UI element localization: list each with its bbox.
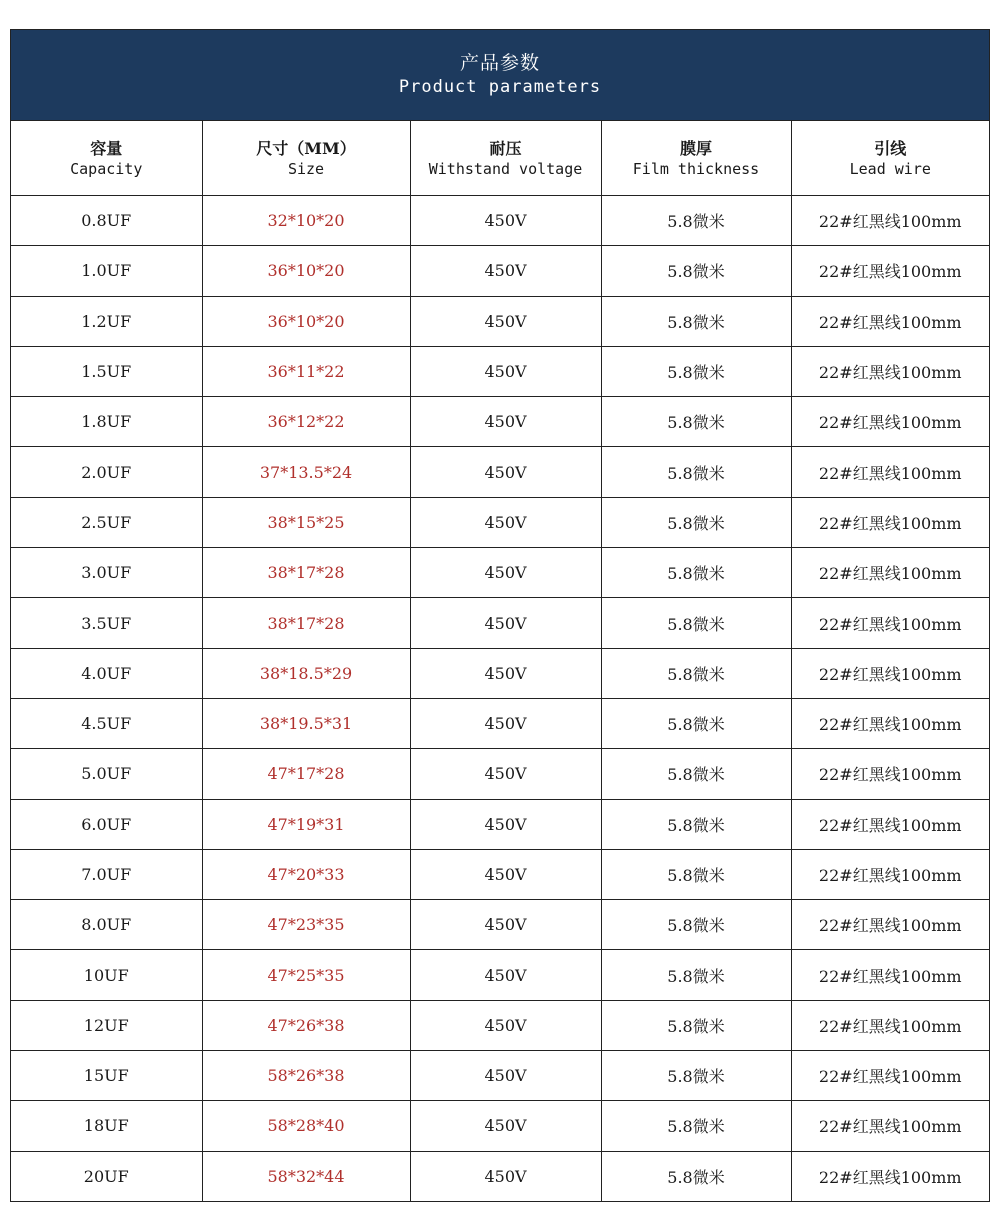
header-lead-wire bbox=[791, 121, 989, 196]
table-row bbox=[11, 548, 989, 598]
cell-capacity: 8.0UF bbox=[11, 900, 202, 950]
cell-size: 47*26*38 bbox=[202, 1000, 410, 1050]
header-voltage-en: Withstand voltage bbox=[428, 159, 583, 178]
cell-voltage: 450V bbox=[410, 950, 601, 1000]
cell-thickness: 5.8微米 bbox=[601, 548, 791, 598]
cell-size: 38*17*28 bbox=[202, 548, 410, 598]
table-row bbox=[11, 447, 989, 497]
header-thickness bbox=[601, 121, 791, 196]
cell-size: 38*17*28 bbox=[202, 598, 410, 648]
cell-capacity: 3.0UF bbox=[11, 548, 202, 598]
table-row bbox=[11, 246, 989, 296]
title-chinese: 产品参数 bbox=[459, 52, 540, 74]
cell-thickness: 5.8微米 bbox=[601, 1051, 791, 1101]
cell-capacity: 7.0UF bbox=[11, 849, 202, 899]
cell-capacity: 2.5UF bbox=[11, 497, 202, 547]
cell-capacity: 0.8UF bbox=[11, 196, 202, 246]
cell-capacity: 12UF bbox=[11, 1000, 202, 1050]
cell-voltage: 450V bbox=[410, 698, 601, 748]
header-capacity-zh: 容量 bbox=[90, 138, 123, 158]
cell-capacity: 2.0UF bbox=[11, 447, 202, 497]
table-row bbox=[11, 698, 989, 748]
header-thickness-zh: 膜厚 bbox=[679, 138, 712, 158]
cell-size: 36*12*22 bbox=[202, 397, 410, 447]
table-row bbox=[11, 749, 989, 799]
cell-voltage: 450V bbox=[410, 397, 601, 447]
cell-size: 47*17*28 bbox=[202, 749, 410, 799]
table-row bbox=[11, 598, 989, 648]
cell-size: 36*10*20 bbox=[202, 246, 410, 296]
cell-capacity: 4.5UF bbox=[11, 698, 202, 748]
cell-lead-wire: 22#红黑线100mm bbox=[791, 196, 989, 246]
cell-voltage: 450V bbox=[410, 196, 601, 246]
table-row bbox=[11, 296, 989, 346]
cell-lead-wire: 22#红黑线100mm bbox=[791, 799, 989, 849]
cell-thickness: 5.8微米 bbox=[601, 246, 791, 296]
cell-size: 47*23*35 bbox=[202, 900, 410, 950]
cell-lead-wire: 22#红黑线100mm bbox=[791, 900, 989, 950]
header-lead-wire-en: Lead wire bbox=[849, 159, 931, 178]
cell-lead-wire: 22#红黑线100mm bbox=[791, 749, 989, 799]
cell-capacity: 5.0UF bbox=[11, 749, 202, 799]
cell-lead-wire: 22#红黑线100mm bbox=[791, 648, 989, 698]
cell-voltage: 450V bbox=[410, 849, 601, 899]
table-header bbox=[11, 121, 989, 196]
table-row bbox=[11, 1051, 989, 1101]
cell-lead-wire: 22#红黑线100mm bbox=[791, 447, 989, 497]
table-row bbox=[11, 799, 989, 849]
cell-lead-wire: 22#红黑线100mm bbox=[791, 346, 989, 396]
cell-voltage: 450V bbox=[410, 1051, 601, 1101]
cell-voltage: 450V bbox=[410, 648, 601, 698]
cell-size: 38*19.5*31 bbox=[202, 698, 410, 748]
title-bar bbox=[11, 30, 989, 121]
cell-thickness: 5.8微米 bbox=[601, 849, 791, 899]
cell-thickness: 5.8微米 bbox=[601, 799, 791, 849]
cell-capacity: 20UF bbox=[11, 1151, 202, 1201]
cell-size: 58*28*40 bbox=[202, 1101, 410, 1151]
header-capacity-en: Capacity bbox=[70, 159, 143, 178]
cell-thickness: 5.8微米 bbox=[601, 397, 791, 447]
cell-thickness: 5.8微米 bbox=[601, 648, 791, 698]
cell-lead-wire: 22#红黑线100mm bbox=[791, 548, 989, 598]
table-row bbox=[11, 1151, 989, 1201]
header-voltage bbox=[410, 121, 601, 196]
parameters-grid bbox=[11, 121, 989, 1201]
table-body bbox=[11, 196, 989, 1201]
cell-thickness: 5.8微米 bbox=[601, 497, 791, 547]
cell-size: 32*10*20 bbox=[202, 196, 410, 246]
cell-thickness: 5.8微米 bbox=[601, 950, 791, 1000]
cell-lead-wire: 22#红黑线100mm bbox=[791, 1101, 989, 1151]
cell-capacity: 1.8UF bbox=[11, 397, 202, 447]
cell-size: 47*20*33 bbox=[202, 849, 410, 899]
table-row bbox=[11, 900, 989, 950]
table-row bbox=[11, 1000, 989, 1050]
cell-voltage: 450V bbox=[410, 1151, 601, 1201]
table-row bbox=[11, 196, 989, 246]
cell-capacity: 1.5UF bbox=[11, 346, 202, 396]
cell-voltage: 450V bbox=[410, 900, 601, 950]
table-row bbox=[11, 346, 989, 396]
cell-lead-wire: 22#红黑线100mm bbox=[818, 1167, 962, 1187]
cell-thickness: 5.8微米 bbox=[601, 447, 791, 497]
cell-thickness: 5.8微米 bbox=[601, 698, 791, 748]
cell-thickness: 5.8微米 bbox=[601, 1151, 791, 1201]
cell-size: 38*18.5*29 bbox=[202, 648, 410, 698]
cell-voltage: 450V bbox=[410, 1101, 601, 1151]
header-capacity bbox=[11, 121, 202, 196]
cell-thickness: 5.8微米 bbox=[601, 900, 791, 950]
cell-lead-wire: 22#红黑线100mm bbox=[791, 950, 989, 1000]
cell-capacity: 15UF bbox=[11, 1051, 202, 1101]
cell-lead-wire: 22#红黑线100mm bbox=[791, 698, 989, 748]
header-voltage-zh: 耐压 bbox=[489, 138, 522, 158]
cell-thickness: 5.8微米 bbox=[601, 1000, 791, 1050]
cell-voltage: 450V bbox=[410, 799, 601, 849]
header-thickness-en: Film thickness bbox=[632, 159, 760, 178]
cell-size: 36*11*22 bbox=[202, 346, 410, 396]
cell-capacity: 10UF bbox=[11, 950, 202, 1000]
header-size-zh: 尺寸（MM） bbox=[256, 138, 356, 158]
header-size-en: Size bbox=[287, 159, 325, 178]
cell-size: 37*13.5*24 bbox=[202, 447, 410, 497]
cell-size: 38*15*25 bbox=[202, 497, 410, 547]
table-row bbox=[11, 497, 989, 547]
cell-size: 47*25*35 bbox=[202, 950, 410, 1000]
cell-size: 58*26*38 bbox=[202, 1051, 410, 1101]
table-row bbox=[11, 849, 989, 899]
header-row bbox=[11, 121, 989, 196]
cell-thickness: 5.8微米 bbox=[601, 598, 791, 648]
table-row bbox=[11, 1101, 989, 1151]
cell-lead-wire: 22#红黑线100mm bbox=[791, 849, 989, 899]
cell-thickness: 5.8微米 bbox=[601, 1101, 791, 1151]
cell-lead-wire: 22#红黑线100mm bbox=[791, 1051, 989, 1101]
cell-lead-wire: 22#红黑线100mm bbox=[791, 246, 989, 296]
cell-capacity: 6.0UF bbox=[11, 799, 202, 849]
cell-lead-wire: 22#红黑线100mm bbox=[791, 598, 989, 648]
product-parameters-table bbox=[10, 29, 990, 1202]
cell-voltage: 450V bbox=[410, 497, 601, 547]
cell-voltage: 450V bbox=[410, 749, 601, 799]
cell-thickness: 5.8微米 bbox=[601, 346, 791, 396]
cell-thickness: 5.8微米 bbox=[601, 749, 791, 799]
cell-capacity: 4.0UF bbox=[11, 648, 202, 698]
cell-capacity: 18UF bbox=[11, 1101, 202, 1151]
cell-voltage: 450V bbox=[410, 296, 601, 346]
cell-thickness: 5.8微米 bbox=[601, 296, 791, 346]
header-size bbox=[202, 121, 410, 196]
cell-voltage: 450V bbox=[410, 246, 601, 296]
cell-lead-wire: 22#红黑线100mm bbox=[791, 397, 989, 447]
cell-size: 58*32*44 bbox=[202, 1151, 410, 1201]
cell-capacity: 1.0UF bbox=[11, 246, 202, 296]
table-row bbox=[11, 648, 989, 698]
cell-lead-wire: 22#红黑线100mm bbox=[791, 497, 989, 547]
cell-thickness: 5.8微米 bbox=[601, 196, 791, 246]
cell-voltage: 450V bbox=[410, 447, 601, 497]
cell-voltage: 450V bbox=[410, 346, 601, 396]
cell-voltage: 450V bbox=[410, 548, 601, 598]
cell-voltage: 450V bbox=[410, 1000, 601, 1050]
cell-capacity: 3.5UF bbox=[11, 598, 202, 648]
table-row bbox=[11, 950, 989, 1000]
cell-size: 47*19*31 bbox=[202, 799, 410, 849]
cell-size: 36*10*20 bbox=[202, 296, 410, 346]
header-lead-wire-zh: 引线 bbox=[874, 138, 907, 158]
cell-lead-wire: 22#红黑线100mm bbox=[791, 1000, 989, 1050]
cell-voltage: 450V bbox=[410, 598, 601, 648]
table-row bbox=[11, 397, 989, 447]
cell-capacity: 1.2UF bbox=[11, 296, 202, 346]
title-english: Product parameters bbox=[398, 77, 602, 97]
cell-lead-wire: 22#红黑线100mm bbox=[791, 296, 989, 346]
